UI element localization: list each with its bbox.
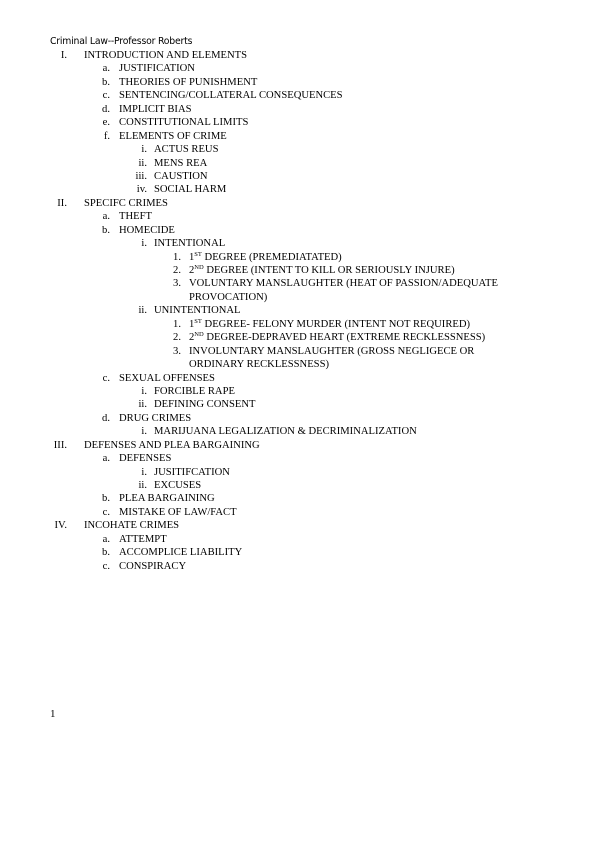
outline-item xyxy=(0,291,595,304)
outline-item xyxy=(0,439,595,452)
outline-item xyxy=(0,519,595,532)
outline-marker: d. xyxy=(102,412,110,424)
outline-marker: 3. xyxy=(173,278,181,290)
outline-item xyxy=(0,425,595,438)
outline-text xyxy=(189,251,342,264)
outline-text: SPECIFC CRIMES xyxy=(84,197,168,209)
outline-text: EXCUSES xyxy=(154,480,202,491)
outline-text: MISTAKE OF LAW/FACT xyxy=(119,506,237,518)
outline-text: DEFENSES xyxy=(119,453,172,465)
outline-text: ACCOMPLICE LIABILITY xyxy=(119,547,243,559)
outline-marker: ii. xyxy=(138,399,147,411)
outline-marker: a. xyxy=(102,211,110,223)
outline-marker: 1. xyxy=(173,251,181,263)
outline-marker: c. xyxy=(102,506,110,518)
ordinal-suffix: ND xyxy=(194,264,204,271)
outline-item xyxy=(0,224,595,237)
outline-text-rest: DEGREE- FELONY MURDER (INTENT NOT REQUIRED) xyxy=(201,318,471,330)
outline-text: JUSITIFCATION xyxy=(154,466,230,478)
outline-item xyxy=(0,506,595,519)
outline-marker: ii. xyxy=(138,305,147,317)
outline-item xyxy=(0,492,595,505)
outline-item xyxy=(0,304,595,317)
outline-text xyxy=(189,331,485,344)
outline-text: SEXUAL OFFENSES xyxy=(119,372,215,384)
outline-text: ELEMENTS OF CRIME xyxy=(119,130,227,142)
ordinal-suffix: ST xyxy=(194,317,202,325)
ordinal-suffix: ND xyxy=(194,331,204,339)
outline-text: ACTUS REUS xyxy=(154,144,219,156)
outline-text: FORCIBLE RAPE xyxy=(154,385,235,397)
outline-text: SOCIAL HARM xyxy=(154,184,227,196)
outline-text: CONSPIRACY xyxy=(119,560,187,572)
outline-marker: 2. xyxy=(173,332,181,344)
outline-marker: b. xyxy=(102,76,110,88)
outline-text: INCOHATE CRIMES xyxy=(84,520,180,532)
outline-marker: 3. xyxy=(173,345,181,357)
outline-text: DRUG CRIMES xyxy=(119,412,192,424)
outline-item xyxy=(0,385,595,398)
outline-item xyxy=(0,103,595,116)
outline-marker: f. xyxy=(103,130,110,142)
outline-item xyxy=(0,170,595,183)
outline-marker: 1. xyxy=(173,318,181,330)
outline-item xyxy=(0,372,595,385)
outline-item xyxy=(0,546,595,559)
outline-item xyxy=(0,76,595,89)
outline-marker: i. xyxy=(141,238,147,250)
outline-item xyxy=(0,277,595,290)
outline-item xyxy=(0,264,595,277)
outline-text-rest: DEGREE (PREMEDIATATED) xyxy=(201,251,342,263)
ordinal-number: 1 xyxy=(189,318,195,330)
outline-marker: b. xyxy=(102,547,110,559)
outline-text: HOMECIDE xyxy=(119,224,175,236)
outline-item xyxy=(0,331,595,344)
outline-text: SENTENCING/COLLATERAL CONSEQUENCES xyxy=(119,90,343,102)
outline-item xyxy=(0,251,595,264)
outline-item xyxy=(0,452,595,465)
outline-marker: b. xyxy=(102,493,110,505)
outline-text: MENS REA xyxy=(154,157,208,169)
outline-text: CAUSTION xyxy=(154,170,208,182)
outline-text: INTRODUCTION AND ELEMENTS xyxy=(84,50,248,61)
outline-marker: d. xyxy=(102,103,110,115)
outline-marker: c. xyxy=(102,372,110,384)
outline-marker: I. xyxy=(60,50,67,61)
outline-item xyxy=(0,49,595,62)
outline-marker: a. xyxy=(102,533,110,545)
outline-text: ATTEMPT xyxy=(119,533,167,545)
outline-marker: i. xyxy=(141,144,147,156)
outline-marker: a. xyxy=(102,453,110,465)
ordinal-suffix: ST xyxy=(194,250,202,258)
outline-marker: i. xyxy=(141,426,147,438)
outline-item xyxy=(0,560,595,573)
outline-item xyxy=(0,412,595,425)
outline-item xyxy=(0,318,595,331)
outline-item xyxy=(0,533,595,546)
outline-text: INVOLUNTARY MANSLAUGHTER (GROSS NEGLIGECE OR xyxy=(189,345,475,357)
outline-text: JUSTIFICATION xyxy=(119,63,195,75)
outline-marker: ii. xyxy=(138,480,147,491)
outline-item xyxy=(0,210,595,223)
outline-item xyxy=(0,183,595,196)
outline-item xyxy=(0,398,595,411)
outline-text: PLEA BARGAINING xyxy=(119,493,215,505)
outline-item xyxy=(0,143,595,156)
outline-text: DEFENSES AND PLEA BARGAINING xyxy=(84,439,260,451)
outline-item xyxy=(0,116,595,129)
page-number: 1 xyxy=(50,708,56,720)
outline-item xyxy=(0,157,595,170)
outline-item xyxy=(0,237,595,250)
document-header: Criminal Law--Professor Roberts xyxy=(50,36,193,47)
outline-marker: 2. xyxy=(173,265,181,276)
outline-marker: e. xyxy=(102,117,110,129)
outline-text-rest: DEGREE-DEPRAVED HEART (EXTREME RECKLESSNESS) xyxy=(203,332,486,344)
outline-marker: IV. xyxy=(54,520,67,532)
outline-text: THEFT xyxy=(119,211,152,223)
outline-text-rest: DEGREE (INTENT TO KILL OR SERIOUSLY INJURE) xyxy=(203,265,455,276)
outline-item xyxy=(0,479,595,492)
ordinal-number: 2 xyxy=(189,265,195,276)
outline-text xyxy=(189,264,455,277)
ordinal-number: 2 xyxy=(189,332,195,344)
outline-text: PROVOCATION) xyxy=(189,291,268,303)
outline-text: CONSTITUTIONAL LIMITS xyxy=(119,117,249,129)
outline-marker: c. xyxy=(102,90,110,102)
outline-item xyxy=(0,345,595,358)
outline-text: DEFINING CONSENT xyxy=(154,399,256,411)
outline-item xyxy=(0,62,595,75)
outline-text: THEORIES OF PUNISHMENT xyxy=(119,76,258,88)
outline-text: MARIJUANA LEGALIZATION & DECRIMINALIZATION xyxy=(154,426,417,438)
outline-marker: i. xyxy=(141,385,147,397)
outline-text: VOLUNTARY MANSLAUGHTER (HEAT OF PASSION/ADEQUATE xyxy=(189,278,498,290)
outline-item xyxy=(0,358,595,371)
outline-text: UNINTENTIONAL xyxy=(154,305,241,317)
outline-item xyxy=(0,466,595,479)
outline-marker: i. xyxy=(141,466,147,478)
outline-marker: iii. xyxy=(135,170,147,182)
outline-marker: a. xyxy=(102,63,110,75)
outline-marker: II. xyxy=(57,197,67,209)
course-outline xyxy=(0,49,595,573)
outline-text: ORDINARY RECKLESSNESS) xyxy=(189,359,329,371)
outline-marker: iv. xyxy=(136,184,147,196)
outline-marker: ii. xyxy=(138,157,147,169)
outline-marker: c. xyxy=(102,560,110,572)
outline-text xyxy=(189,318,470,331)
ordinal-number: 1 xyxy=(189,251,195,263)
outline-text: IMPLICIT BIAS xyxy=(119,103,192,115)
outline-text: INTENTIONAL xyxy=(154,238,226,250)
outline-item xyxy=(0,197,595,210)
outline-item xyxy=(0,130,595,143)
outline-marker: III. xyxy=(53,439,67,451)
outline-marker: b. xyxy=(102,224,110,236)
outline-item xyxy=(0,89,595,102)
